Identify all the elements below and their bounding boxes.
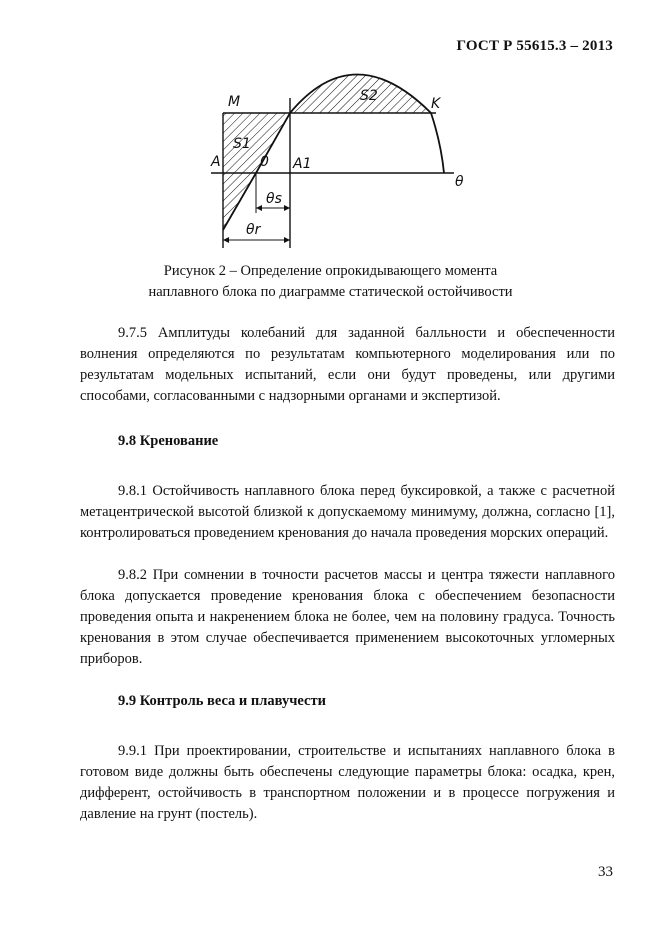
label-origin: 0: [260, 154, 269, 170]
label-a: A: [211, 154, 221, 170]
caption-line-2: наплавного блока по диаграмме статической остойчивости: [148, 284, 513, 300]
paragraph-9-7-5: 9.7.5 Амплитуды колебаний для заданной балльности и обеспеченности волнения определяются по результатам компьютерного моделирования или по результатам модельных испытаний, если они будут проведены, или другими способами, согласованными с надзорными органами и экспертизой.: [80, 325, 615, 404]
heading-9-9: 9.9 Контроль веса и плавучести: [118, 693, 326, 709]
label-a1: A1: [293, 156, 312, 172]
paragraph-9-8-1: 9.8.1 Остойчивость наплавного блока перед буксировкой, а также с расчетной метацентрической высотой близкой к допускаемому минимуму, должна, согласно [1], контролироваться проведением кренования до начала проведения морских операций.: [80, 483, 615, 541]
label-s1: S1: [233, 136, 251, 152]
label-s2: S2: [360, 88, 378, 104]
figure-caption: [0, 261, 661, 303]
heading-9-8: 9.8 Кренование: [118, 433, 219, 449]
label-theta-r: θr: [246, 222, 261, 238]
caption-line-1: Рисунок 2 – Определение опрокидывающего момента: [163, 263, 498, 279]
label-m: M: [228, 94, 241, 110]
stability-diagram-figure: [196, 58, 486, 253]
label-theta: θ: [455, 174, 464, 190]
paragraph-9-8-2: 9.8.2 При сомнении в точности расчетов массы и центра тяжести наплавного блока допускается проведение кренования блока с обеспечением безопасности проведения опыта и накренением блока не более, чем на половину градуса. Точность кренования в этом случае обеспечивается применением высокоточных угломерных приборов.: [80, 567, 615, 667]
paragraph-9-9-1: 9.9.1 При проектировании, строительстве и испытаниях наплавного блока в готовом виде должны быть обеспечены следующие параметры блока: осадка, крен, дифферент, остойчивость в транспортном положении и в процессе погружения и давление на грунт (постель).: [80, 743, 615, 822]
label-k: K: [431, 96, 441, 112]
document-header: ГОСТ Р 55615.3 – 2013: [456, 38, 613, 54]
page-number: 33: [598, 864, 613, 880]
label-theta-s: θs: [266, 191, 282, 207]
